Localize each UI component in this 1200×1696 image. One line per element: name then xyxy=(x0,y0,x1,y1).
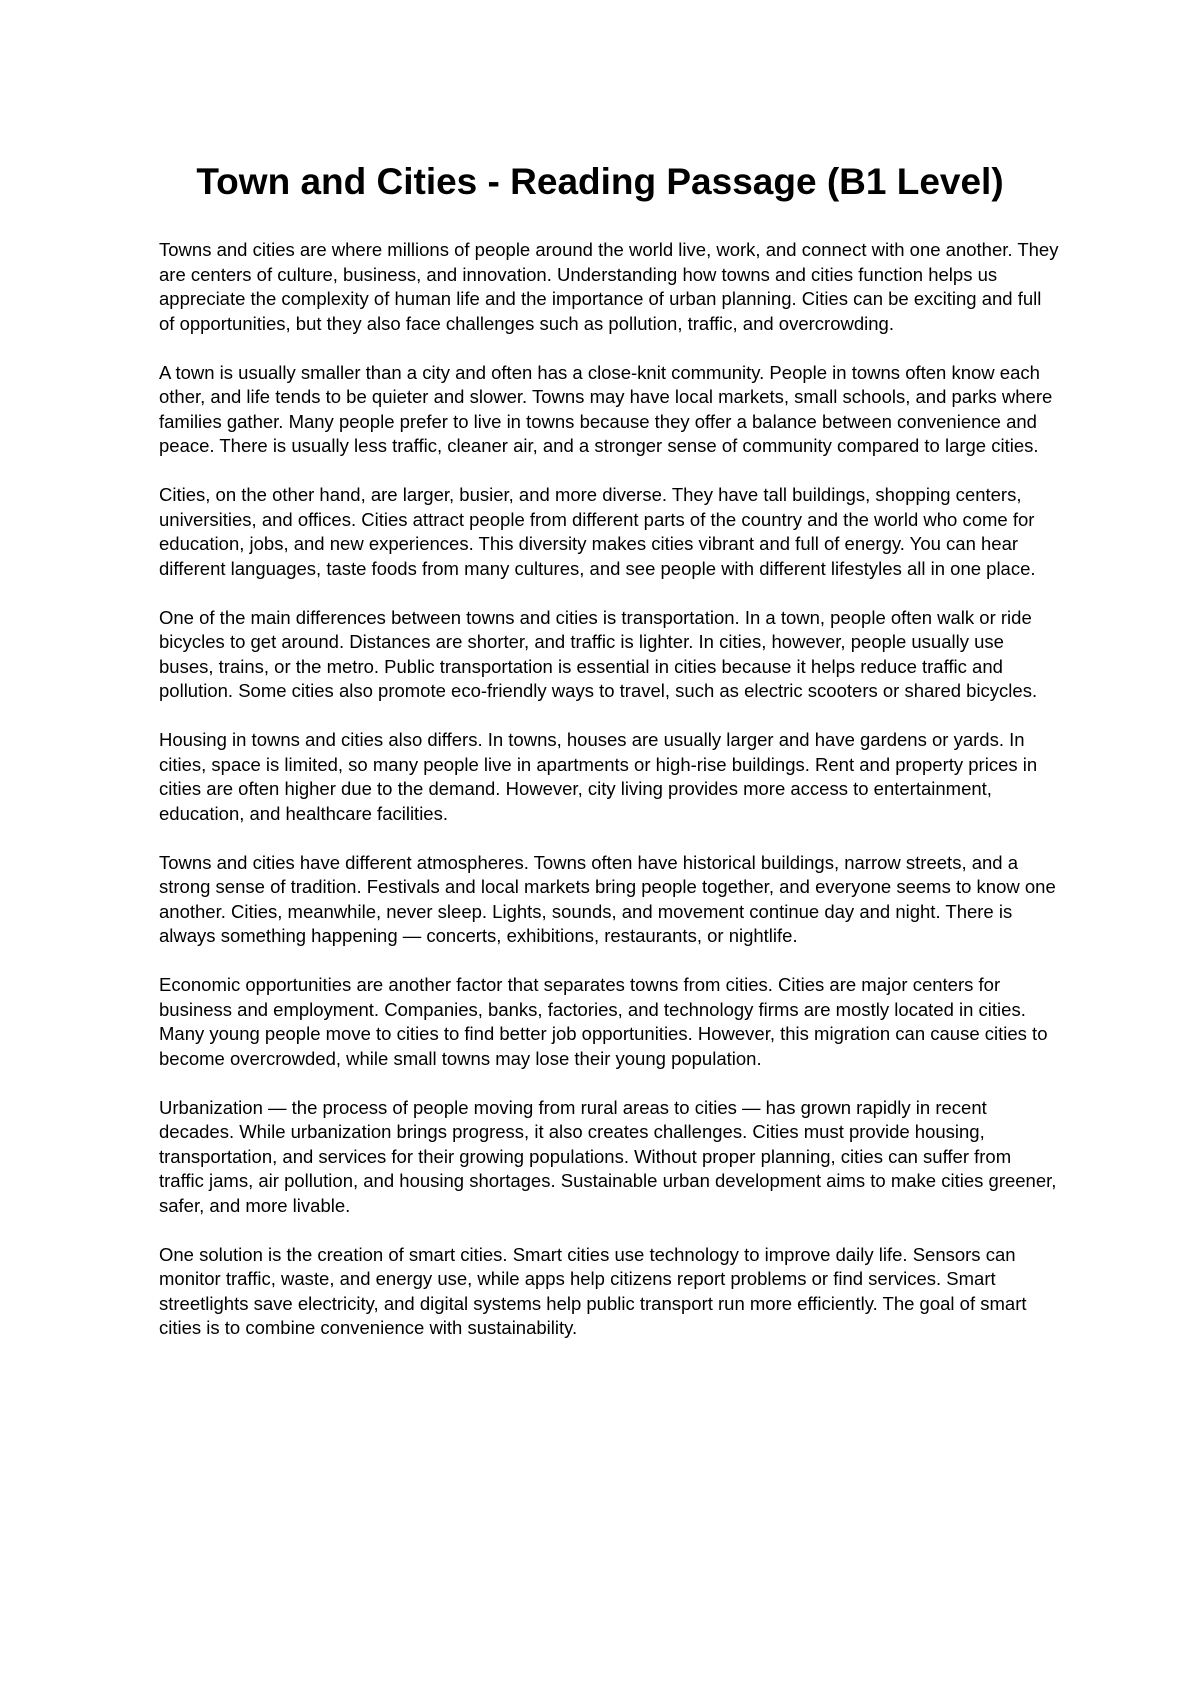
paragraph-economy: Economic opportunities are another factor that separates towns from cities. Cities are major centers for business and employment. Companies, banks, factories, and technology firms are mostly located in cities. Many young people move to cities to find better job opportunities. However, this migration can cause cities to become overcrowded, while small towns may lose their young population. xyxy=(159,974,1048,1069)
paragraph-transportation: One of the main differences between towns and cities is transportation. In a town, people often walk or ride bicycles to get around. Distances are shorter, and traffic is lighter. In cities, however, people usually use buses, trains, or the metro. Public transportation is essential in cities because it helps reduce traffic and pollution. Some cities also promote eco-friendly ways to travel, such as electric scooters or shared bicycles. xyxy=(159,606,1038,701)
paragraph-towns: A town is usually smaller than a city and often has a close-knit community. People in towns often know each other, and life tends to be quieter and slower. Towns may have local markets, small schools, and parks where families gather. Many people prefer to live in towns because they offer a balance between convenience and peace. There is usually less traffic, cleaner air, and a stronger sense of community compared to large cities. xyxy=(159,361,1053,456)
paragraph-intro: Towns and cities are where millions of people around the world live, work, and connect with one another. They are centers of culture, business, and innovation. Understanding how towns and cities function helps us appreciate the complexity of human life and the importance of urban planning. Cities can be exciting and full of opportunities, but they also face challenges such as pollution, traffic, and overcrowding. xyxy=(159,239,1059,334)
paragraph-atmospheres: Towns and cities have different atmospheres. Towns often have historical buildings, narrow streets, and a strong sense of tradition. Festivals and local markets bring people together, and everyone seems to know one another. Cities, meanwhile, never sleep. Lights, sounds, and movement continue day and night. There is always something happening — concerts, exhibitions, restaurants, or nightlife. xyxy=(159,851,1056,946)
paragraph-smart-cities: One solution is the creation of smart cities. Smart cities use technology to improve daily life. Sensors can monitor traffic, waste, and energy use, while apps help citizens report problems or find services. Smart streetlights save electricity, and digital systems help public transport run more efficiently. The goal of smart cities is to combine convenience with sustainability. xyxy=(159,1243,1027,1338)
paragraph-urbanization: Urbanization — the process of people moving from rural areas to cities — has grown rapidly in recent decades. While urbanization brings progress, it also creates challenges. Cities must provide housing, transportation, and services for their growing populations. Without proper planning, cities can suffer from traffic jams, air pollution, and housing shortages. Sustainable urban development aims to make cities greener, safer, and more livable. xyxy=(159,1096,1057,1216)
page-title: Town and Cities - Reading Passage (B1 Level) xyxy=(196,161,1004,202)
paragraph-housing: Housing in towns and cities also differs. In towns, houses are usually larger and have gardens or yards. In cities, space is limited, so many people live in apartments or high-rise buildings. Rent and property prices in cities are often higher due to the demand. However, city living provides more access to entertainment, education, and healthcare facilities. xyxy=(159,729,1038,824)
passage-body xyxy=(159,238,1059,1365)
paragraph-cities: Cities, on the other hand, are larger, busier, and more diverse. They have tall buildings, shopping centers, universities, and offices. Cities attract people from different parts of the country and the world who come for education, jobs, and new experiences. This diversity makes cities vibrant and full of energy. You can hear different languages, taste foods from many cultures, and see people with different lifestyles all in one place. xyxy=(159,484,1036,579)
